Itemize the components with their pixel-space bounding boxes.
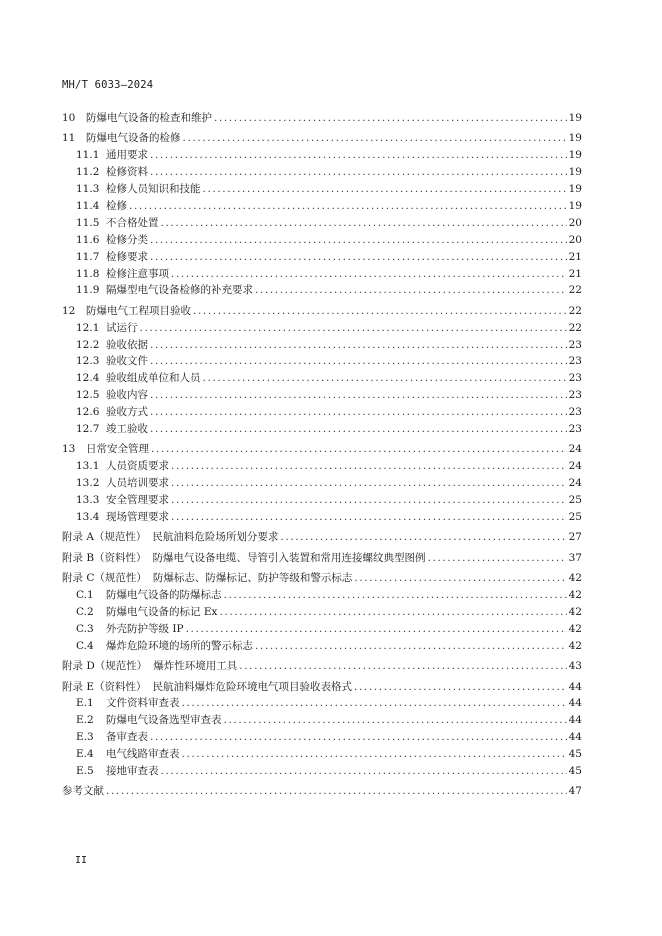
toc-entry-page: 45 xyxy=(568,764,582,777)
toc-entry-number: 10 xyxy=(62,112,76,124)
toc-entry[interactable] xyxy=(62,164,582,181)
toc-entry[interactable] xyxy=(62,282,582,299)
toc-dot-leader xyxy=(214,110,567,127)
toc-entry-title: 不合格处置 xyxy=(106,216,159,229)
table-of-contents xyxy=(62,110,582,800)
toc-entry[interactable] xyxy=(62,638,582,655)
toc-entry[interactable] xyxy=(62,130,582,147)
toc-entry-page: 43 xyxy=(568,660,582,673)
toc-entry-number: 13.4 xyxy=(76,510,100,523)
toc-dot-leader xyxy=(171,492,567,509)
toc-dot-leader xyxy=(161,215,567,232)
toc-entry-page: 22 xyxy=(568,304,582,317)
toc-entry-title: 民航油料危险场所划分要求 xyxy=(152,531,279,544)
toc-dot-leader xyxy=(150,353,567,370)
toc-entry-title: 防爆电气设备的检查和维护 xyxy=(86,112,212,124)
toc-entry-title: 接地审查表 xyxy=(106,764,159,777)
toc-entry-title: 验收依据 xyxy=(106,338,148,351)
toc-entry-number: 12.2 xyxy=(76,338,100,351)
toc-entry-title: 防爆电气工程项目验收 xyxy=(86,304,191,317)
toc-entry-number: 11.3 xyxy=(76,183,100,196)
toc-dot-leader xyxy=(171,475,567,492)
toc-dot-leader xyxy=(129,198,567,215)
toc-entry-page: 20 xyxy=(568,233,582,246)
toc-entry[interactable] xyxy=(62,729,582,746)
toc-entry-page: 21 xyxy=(568,250,582,263)
toc-dot-leader xyxy=(280,529,566,546)
toc-entry-number: 13.1 xyxy=(76,460,100,473)
toc-entry-number: 12.7 xyxy=(76,423,100,436)
toc-entry-page: 22 xyxy=(568,284,582,297)
toc-entry-number: 12.4 xyxy=(76,372,100,385)
toc-entry-number: C.4 xyxy=(76,639,94,652)
toc-dot-leader xyxy=(224,712,567,729)
toc-entry-title: 爆炸危险环境的场所的警示标志 xyxy=(106,639,253,652)
toc-entry-title: 验收内容 xyxy=(106,389,148,402)
toc-entry[interactable] xyxy=(62,320,582,337)
toc-entry-number: 13.3 xyxy=(76,494,100,507)
toc-dot-leader xyxy=(183,130,567,147)
toc-dot-leader xyxy=(150,729,567,746)
toc-entry[interactable] xyxy=(62,353,582,370)
toc-entry-number: 12.6 xyxy=(76,406,100,419)
toc-dot-leader xyxy=(193,303,567,320)
toc-entry[interactable] xyxy=(62,110,582,127)
toc-entry-number: 12.3 xyxy=(76,355,100,368)
toc-entry-title: 参考文献 xyxy=(62,785,104,798)
toc-dot-leader xyxy=(150,164,567,181)
toc-entry-title: 人员资质要求 xyxy=(106,460,169,473)
toc-entry-number: C.2 xyxy=(76,605,94,618)
toc-entry-title: 防爆电气设备选型审查表 xyxy=(106,714,222,727)
toc-dot-leader xyxy=(203,370,567,387)
toc-entry-page: 23 xyxy=(568,338,582,351)
toc-entry-number: 11.2 xyxy=(76,166,100,179)
toc-entry-title: 验收文件 xyxy=(106,355,148,368)
toc-entry-page: 42 xyxy=(568,622,582,635)
toc-entry-page: 23 xyxy=(568,372,582,385)
toc-entry-page: 19 xyxy=(568,149,582,162)
toc-entry-page: 27 xyxy=(568,531,582,544)
toc-entry[interactable] xyxy=(62,232,582,249)
toc-entry[interactable] xyxy=(62,441,582,458)
toc-entry[interactable] xyxy=(62,370,582,387)
toc-entry[interactable] xyxy=(62,783,582,800)
toc-entry[interactable] xyxy=(62,475,582,492)
toc-entry-page: 21 xyxy=(568,267,582,280)
toc-dot-leader xyxy=(150,404,567,421)
toc-dot-leader xyxy=(150,337,567,354)
toc-dot-leader xyxy=(150,147,567,164)
toc-entry-number: E.1 xyxy=(76,697,94,710)
toc-entry[interactable] xyxy=(62,387,582,404)
toc-entry-number: 12 xyxy=(62,304,76,317)
toc-entry-page: 24 xyxy=(568,443,582,456)
toc-entry-number: 11.7 xyxy=(76,250,100,263)
toc-entry-number: E.4 xyxy=(76,748,94,761)
toc-entry[interactable] xyxy=(62,215,582,232)
toc-dot-leader xyxy=(255,638,567,655)
toc-entry-title: 备审查表 xyxy=(106,731,148,744)
toc-entry-page: 24 xyxy=(568,460,582,473)
toc-entry-title: 检修要求 xyxy=(106,250,148,263)
toc-entry-number: C.3 xyxy=(76,622,94,635)
toc-entry-title: 验收组成单位和人员 xyxy=(106,372,201,385)
toc-entry-page: 19 xyxy=(568,199,582,212)
toc-dot-leader xyxy=(255,282,567,299)
toc-entry-title: 现场管理要求 xyxy=(106,510,169,523)
toc-entry-title: 爆炸性环境用工具 xyxy=(153,660,238,673)
toc-entry-page: 22 xyxy=(568,321,582,334)
toc-dot-leader xyxy=(150,232,567,249)
toc-dot-leader xyxy=(151,441,567,458)
toc-entry-title: 防爆电气设备的检修 xyxy=(86,132,181,145)
toc-entry-title: 防爆电气设备的标记 Ex xyxy=(106,605,218,618)
toc-entry[interactable] xyxy=(62,147,582,164)
toc-entry-page: 42 xyxy=(568,639,582,652)
toc-entry-page: 19 xyxy=(568,112,582,124)
toc-dot-leader xyxy=(106,783,567,800)
toc-entry-number: E.5 xyxy=(76,764,94,777)
toc-entry-number: 11 xyxy=(62,132,76,145)
toc-entry[interactable] xyxy=(62,249,582,266)
toc-dot-leader xyxy=(161,763,567,780)
toc-entry-page: 45 xyxy=(568,748,582,761)
toc-entry-title: 检修分类 xyxy=(106,233,148,246)
toc-entry-page: 47 xyxy=(568,785,582,798)
toc-entry-page: 20 xyxy=(568,216,582,229)
toc-entry-page: 23 xyxy=(568,406,582,419)
toc-dot-leader xyxy=(354,679,567,696)
toc-entry-page: 42 xyxy=(568,589,582,602)
toc-entry-page: 23 xyxy=(568,389,582,402)
toc-entry-title: 试运行 xyxy=(106,321,138,334)
toc-entry-number: 附录 D（规范性） xyxy=(62,660,148,673)
toc-entry-page: 19 xyxy=(568,132,582,145)
toc-entry-page: 23 xyxy=(568,355,582,368)
toc-entry-title: 人员培训要求 xyxy=(106,477,169,490)
toc-entry[interactable] xyxy=(62,604,582,621)
toc-entry[interactable] xyxy=(62,198,582,215)
toc-entry-page: 44 xyxy=(568,731,582,744)
toc-entry-number: 11.6 xyxy=(76,233,100,246)
toc-entry-title: 安全管理要求 xyxy=(106,494,169,507)
toc-dot-leader xyxy=(224,587,567,604)
toc-dot-leader xyxy=(140,320,567,337)
toc-entry[interactable] xyxy=(62,570,582,587)
toc-entry-number: 13.2 xyxy=(76,477,100,490)
toc-entry[interactable] xyxy=(62,658,582,675)
toc-entry[interactable] xyxy=(62,550,582,567)
toc-dot-leader xyxy=(219,604,566,621)
toc-entry-title: 检修注意事项 xyxy=(106,267,169,280)
toc-entry[interactable] xyxy=(62,404,582,421)
toc-entry[interactable] xyxy=(62,679,582,696)
toc-dot-leader xyxy=(186,621,567,638)
toc-entry[interactable] xyxy=(62,587,582,604)
toc-entry[interactable] xyxy=(62,421,582,438)
toc-dot-leader xyxy=(171,509,567,526)
document-header: MH/T 6033—2024 xyxy=(62,79,154,91)
toc-entry-number: C.1 xyxy=(76,589,94,602)
toc-entry-title: 文件资料审查表 xyxy=(106,697,180,710)
toc-dot-leader xyxy=(171,266,567,283)
toc-dot-leader xyxy=(203,181,567,198)
toc-dot-leader xyxy=(171,458,567,475)
toc-entry[interactable] xyxy=(62,492,582,509)
toc-entry-page: 44 xyxy=(568,697,582,710)
toc-entry-page: 23 xyxy=(568,423,582,436)
toc-dot-leader xyxy=(239,658,566,675)
toc-entry-title: 检修资料 xyxy=(106,166,148,179)
toc-dot-leader xyxy=(150,387,567,404)
toc-entry-page: 19 xyxy=(568,166,582,179)
toc-entry-title: 外壳防护等级 IP xyxy=(106,622,184,635)
toc-entry-page: 42 xyxy=(568,572,582,585)
toc-entry-number: 11.8 xyxy=(76,267,100,280)
toc-entry[interactable] xyxy=(62,712,582,729)
toc-entry[interactable] xyxy=(62,337,582,354)
toc-entry-number: 附录 C（规范性） xyxy=(62,572,147,585)
toc-entry-title: 日常安全管理 xyxy=(86,443,149,456)
toc-entry-number: 11.4 xyxy=(76,199,100,212)
toc-entry-number: 11.5 xyxy=(76,216,100,229)
toc-entry-title: 通用要求 xyxy=(106,149,148,162)
toc-entry-page: 37 xyxy=(568,551,582,564)
toc-entry[interactable] xyxy=(62,509,582,526)
toc-entry-title: 防爆电气设备电缆、导管引入装置和常用连接螺纹典型图例 xyxy=(152,551,426,564)
toc-entry-page: 19 xyxy=(568,183,582,196)
toc-entry-page: 42 xyxy=(568,605,582,618)
toc-entry-title: 电气线路审查表 xyxy=(106,748,180,761)
toc-dot-leader xyxy=(428,550,567,567)
toc-entry-page: 25 xyxy=(568,510,582,523)
toc-entry-number: 附录 E（资料性） xyxy=(62,680,147,693)
toc-entry[interactable] xyxy=(62,303,582,320)
toc-entry-page: 25 xyxy=(568,494,582,507)
toc-entry[interactable] xyxy=(62,746,582,763)
toc-entry-page: 44 xyxy=(568,714,582,727)
toc-entry[interactable] xyxy=(62,621,582,638)
toc-entry-number: E.3 xyxy=(76,731,94,744)
toc-entry-title: 防爆标志、防爆标记、防护等级和警示标志 xyxy=(152,572,353,585)
toc-entry-title: 竣工验收 xyxy=(106,423,148,436)
toc-entry[interactable] xyxy=(62,458,582,475)
page-number-footer: II xyxy=(75,855,88,866)
toc-entry-title: 检修人员知识和技能 xyxy=(106,183,201,196)
toc-entry[interactable] xyxy=(62,763,582,780)
toc-entry-number: 13 xyxy=(62,443,76,456)
toc-entry[interactable] xyxy=(62,266,582,283)
toc-entry[interactable] xyxy=(62,695,582,712)
toc-entry-title: 验收方式 xyxy=(106,406,148,419)
toc-entry-title: 民航油料爆炸危险环境电气项目验收表格式 xyxy=(152,680,353,693)
toc-dot-leader xyxy=(354,570,566,587)
toc-entry-number: 附录 A（规范性） xyxy=(62,531,147,544)
toc-entry-number: 12.5 xyxy=(76,389,100,402)
toc-entry-title: 隔爆型电气设备检修的补充要求 xyxy=(106,284,253,297)
toc-entry[interactable] xyxy=(62,529,582,546)
toc-entry-number: 12.1 xyxy=(76,321,100,334)
toc-dot-leader xyxy=(182,746,567,763)
toc-dot-leader xyxy=(182,695,567,712)
toc-entry-number: 11.1 xyxy=(76,149,100,162)
toc-entry-page: 24 xyxy=(568,477,582,490)
toc-entry-page: 44 xyxy=(568,680,582,693)
toc-dot-leader xyxy=(150,421,567,438)
toc-entry-number: E.2 xyxy=(76,714,94,727)
toc-entry-title: 检修 xyxy=(106,199,127,212)
toc-entry-title: 防爆电气设备的防爆标志 xyxy=(106,589,222,602)
toc-dot-leader xyxy=(150,249,567,266)
toc-entry-number: 11.9 xyxy=(76,284,100,297)
toc-entry[interactable] xyxy=(62,181,582,198)
toc-entry-number: 附录 B（资料性） xyxy=(62,551,147,564)
